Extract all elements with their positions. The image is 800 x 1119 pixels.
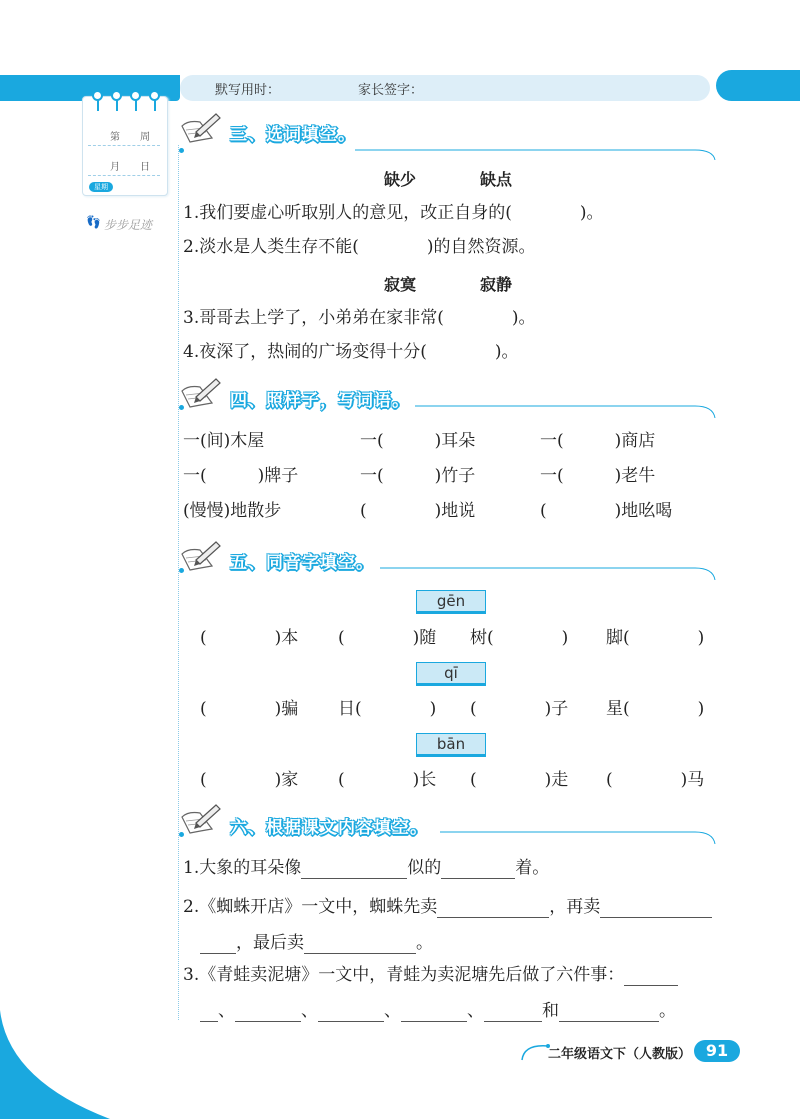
section-title-6: 六、根据课文内容填空。 (230, 818, 428, 838)
pinyin-box: qī (416, 662, 486, 686)
answer-blank[interactable] (484, 1003, 542, 1022)
answer-blank[interactable] (437, 899, 549, 918)
footer-arc (520, 1040, 550, 1062)
pencil-note-icon (178, 112, 222, 144)
binder-ring-stem (135, 99, 137, 111)
phrase-item: 一( )耳朵 (360, 431, 476, 451)
margin-line (178, 145, 179, 1020)
separator: 、 (218, 1001, 235, 1021)
phrase-item: (慢慢)地散步 (183, 501, 282, 521)
separator: 、 (301, 1001, 318, 1021)
binder-ring-stem (116, 99, 118, 111)
question-3-1: 1.我们要虚心听取别人的意见，改正自身的( )。 (183, 203, 604, 223)
answer-blank[interactable] (318, 1003, 384, 1022)
calendar-divider (88, 175, 160, 176)
phrase-item: ( )地说 (360, 501, 476, 521)
text-fragment: 2.《蜘蛛开店》一文中，蜘蛛先卖 (183, 897, 438, 917)
phrase-item: 一( )竹子 (360, 466, 476, 486)
homophone-item: 脚( ) (606, 628, 705, 648)
pinyin-box: bān (416, 733, 486, 757)
question-6-2 (183, 896, 712, 918)
phrase-item: ( )地吆喝 (540, 501, 673, 521)
separator: 、 (467, 1001, 484, 1021)
question-6-3 (183, 964, 678, 986)
text-fragment: 1.大象的耳朵像 (183, 858, 302, 878)
section-rule (415, 378, 720, 418)
calendar-divider (88, 145, 160, 146)
corner-decoration (0, 1010, 110, 1119)
header-right-bar (716, 70, 800, 101)
answer-blank[interactable] (441, 860, 515, 879)
homophone-item: ( )家 (200, 770, 299, 790)
question-3-3: 3.哥哥去上学了，小弟弟在家非常( )。 (183, 308, 536, 328)
motto-text: 步步足迹 (104, 218, 153, 232)
answer-blank[interactable] (301, 860, 407, 879)
phrase-item: 一( )商店 (540, 431, 656, 451)
pencil-note-icon (178, 803, 222, 835)
homophone-item: ( )长 (338, 770, 437, 790)
section-title-4: 四、照样子，写词语。 (230, 391, 410, 411)
section-rule (355, 120, 720, 160)
book-label: 二年级语文下（人教版） (548, 1047, 692, 1062)
question-6-3-cont (200, 1000, 676, 1022)
answer-blank[interactable] (200, 1003, 218, 1022)
section-title-3: 三、选词填空。 (230, 125, 356, 145)
homophone-item: 星( ) (606, 699, 705, 719)
text-fragment: 着。 (515, 858, 550, 878)
week-label: 第 周 (110, 132, 150, 143)
choice-word: 寂静 (480, 275, 513, 294)
signature-label: 家长签字： (358, 83, 424, 98)
homophone-item: 树( ) (470, 628, 569, 648)
section-dot (179, 405, 184, 410)
section-rule (380, 540, 720, 580)
answer-blank[interactable] (200, 935, 236, 954)
text-fragment: 3.《青蛙卖泥塘》一文中，青蛙为卖泥塘先后做了六件事： (183, 965, 625, 985)
question-3-2: 2.淡水是人类生存不能( )的自然资源。 (183, 237, 536, 257)
phrase-item: 一(间)木屋 (183, 431, 265, 451)
binder-ring-stem (154, 99, 156, 111)
answer-blank[interactable] (304, 935, 416, 954)
footprint-icon: 👣 (86, 215, 101, 229)
text-fragment: 。 (659, 1001, 676, 1021)
weekday-badge: 星期 (89, 182, 113, 192)
question-6-2-cont (200, 932, 433, 954)
section-title-5: 五、同音字填空。 (230, 553, 374, 573)
answer-blank[interactable] (235, 1003, 301, 1022)
section-dot (179, 148, 184, 153)
answer-blank[interactable] (624, 967, 678, 986)
homophone-item: ( )走 (470, 770, 569, 790)
section-dot (179, 568, 184, 573)
pencil-note-icon (178, 540, 222, 572)
homophone-item: 日( ) (338, 699, 437, 719)
section-dot (179, 832, 184, 837)
month-day-label: 月 日 (110, 162, 150, 173)
homophone-item: ( )骗 (200, 699, 299, 719)
answer-blank[interactable] (401, 1003, 467, 1022)
section-rule (440, 804, 720, 844)
choice-word: 缺少 (384, 170, 417, 189)
answer-blank[interactable] (559, 1003, 659, 1022)
homophone-item: ( )子 (470, 699, 569, 719)
calendar-card (82, 96, 168, 196)
text-fragment: 和 (542, 1001, 559, 1021)
question-3-4: 4.夜深了，热闹的广场变得十分( )。 (183, 342, 519, 362)
pinyin-box: gēn (416, 590, 486, 614)
choice-word: 寂寞 (384, 275, 417, 294)
text-fragment: ，再卖 (549, 897, 601, 917)
text-fragment: ，最后卖 (236, 933, 304, 953)
answer-blank[interactable] (600, 899, 712, 918)
separator: 、 (384, 1001, 401, 1021)
page-number: 91 (694, 1040, 740, 1062)
pencil-note-icon (178, 377, 222, 409)
binder-ring-stem (97, 99, 99, 111)
phrase-item: 一( )牌子 (183, 466, 299, 486)
time-label: 默写用时： (215, 83, 281, 98)
homophone-item: ( )本 (200, 628, 299, 648)
homophone-item: ( )马 (606, 770, 705, 790)
choice-word: 缺点 (480, 170, 513, 189)
text-fragment: 。 (416, 933, 433, 953)
homophone-item: ( )随 (338, 628, 437, 648)
phrase-item: 一( )老牛 (540, 466, 656, 486)
question-6-1 (183, 857, 549, 879)
text-fragment: 似的 (407, 858, 442, 878)
